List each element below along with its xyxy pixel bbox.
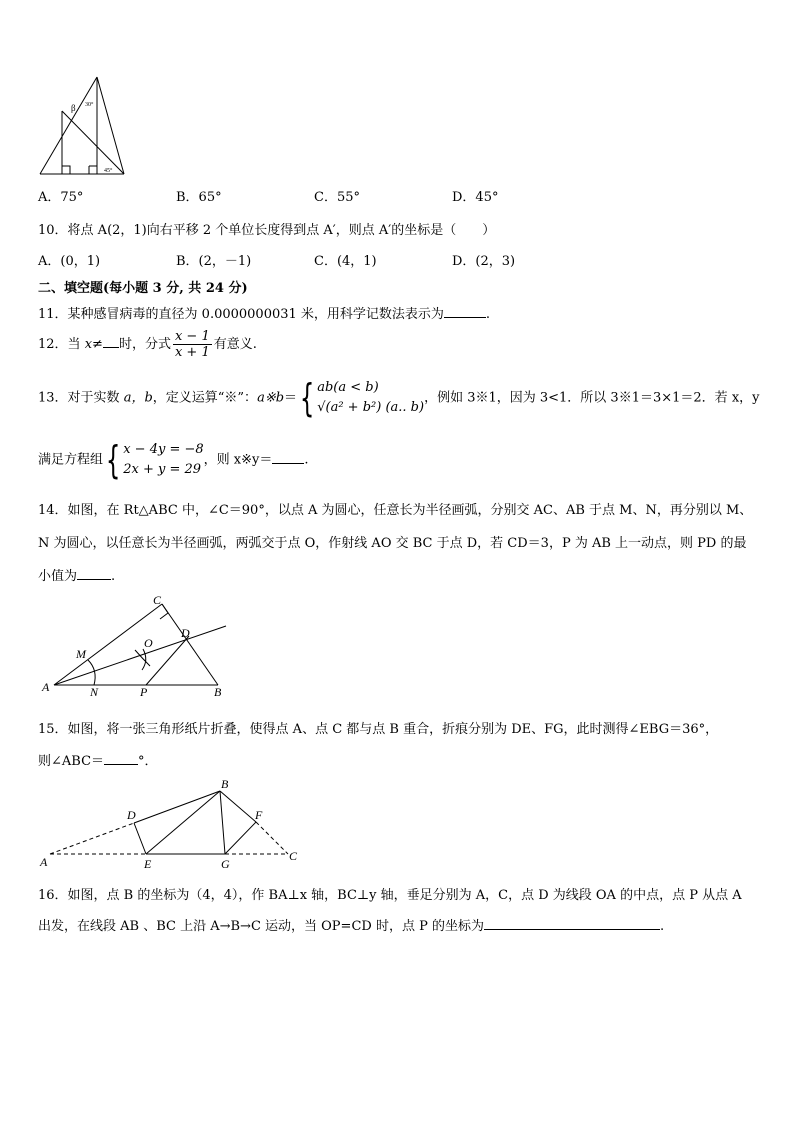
q16-line1: 16．如图，点 B 的坐标为（4，4），作 BA⊥x 轴，BC⊥y 轴，垂足分别为 A，C，点 D 为线段 OA 的中点，点 P 从点 A [38,888,742,903]
q13-lhs: a※b [257,390,285,406]
q15-label-e: E [144,857,152,871]
q12-question [38,327,257,363]
q10-option-a[interactable]: A．(0，1) [38,254,101,269]
q13-answer-blank[interactable] [272,451,304,464]
q16-line2 [38,915,664,934]
q12-post: 有意义. [213,337,257,352]
q15-line2-post: °． [138,754,158,769]
q14-label-c: C [153,593,162,607]
q13-def: ，定义运算“※”： [152,390,258,406]
q11-answer-blank[interactable] [444,305,486,318]
q13-system [123,440,203,480]
q12-neq: ≠ [92,337,103,352]
q15-line2 [38,750,158,769]
q14-label-a: A [42,680,50,694]
q11-text: 11．某种感冒病毒的直径为 0.0000000031 米，用科学记数法表示为 [38,307,444,322]
q14-answer-blank[interactable] [77,567,111,580]
q13-brace: { [299,376,315,420]
q15-label-a: A [40,855,48,869]
q14-line1: 14．如图，在 Rt△ABC 中，∠C＝90°，以点 A 为圆心，任意长为半径画弧，分别交 AC、AB 于点 M、N，再分别以 M、 [38,503,753,518]
q13-system-brace: { [105,438,121,482]
q15-line1: 15．如图，将一张三角形纸片折叠，使得点 A、点 C 都与点 B 重合，折痕分别为 DE、FG，此时测得∠EBG＝36°， [38,722,719,737]
q14-label-o: O [144,636,153,650]
q13-line2-post: ，则 x※y＝ [203,452,273,468]
q13-after: ，例如 3※1，因为 3<1．所以 3※1＝3×1＝2．若 x，y [424,390,760,406]
q9-beta-label: β [71,103,76,113]
q16-line2-text: 出发，在线段 AB 、BC 上沿 A→B→C 运动，当 OP=CD 时，点 P 的坐标为 [38,919,484,934]
q10-option-c[interactable]: C．(4，1) [314,254,377,269]
q15-label-g: G [221,857,230,871]
q13-case1: ab(a < b) [317,380,379,395]
q12-fraction [173,329,212,360]
q12-answer-blank[interactable] [103,335,119,348]
q13-cases [317,378,424,418]
q13-end: . [304,452,309,468]
q12-mid: 时，分式 [118,337,171,352]
q14-end: . [111,569,116,584]
q15-answer-blank[interactable] [104,752,138,765]
q9-triangle-figure [38,75,128,177]
q12-pre: 12．当 [38,337,85,352]
q16-answer-blank[interactable] [484,917,660,930]
q13-ab: a，b [123,390,153,406]
section-heading: 二、填空题(每小题 3 分, 共 24 分) [38,281,248,296]
q15-fold-figure [38,776,310,872]
q14-label-p: P [140,685,148,699]
q9-30deg-label: 30° [85,102,94,108]
q13-eq1: x − 4y = −8 [123,442,204,457]
q9-option-c[interactable]: C．55° [314,190,360,205]
q10-option-d[interactable]: D．(2，3) [452,254,516,269]
q13-eq: ＝ [284,390,298,406]
q14-line2: N 为圆心，以任意长为半径画弧，两弧交于点 O，作射线 AO 交 BC 于点 D，若 CD＝3，P 为 AB 上一动点，则 PD 的最 [38,536,747,551]
q15-line2-pre: 则∠ABC＝ [38,754,105,769]
q14-label-b: B [214,685,222,699]
q14-label-d: D [181,626,190,640]
q12-numerator: x − 1 [174,329,210,344]
q13-case2: √(a² + b²) (a.. b) [317,400,425,415]
q15-label-d: D [127,808,136,822]
q15-label-c: C [289,849,298,863]
q10-option-b[interactable]: B．(2，－1) [176,254,252,269]
q9-45deg-label: 45° [104,168,113,174]
q14-triangle-figure [38,592,230,700]
q14-line3 [38,565,115,584]
q15-label-f: F [255,808,263,822]
q9-option-a[interactable]: A．75° [38,190,84,205]
q11-end: . [485,307,491,322]
q9-option-b[interactable]: B．65° [176,190,222,205]
q14-label-m: M [76,647,86,661]
q13-line2 [38,437,308,484]
q11-question [38,303,490,322]
q14-label-n: N [90,685,99,699]
q13-line1 [38,375,760,422]
q13-line2-pre: 满足方程组 [38,452,104,468]
q12-denominator: x + 1 [174,345,210,360]
q14-line3-text: 小值为 [38,569,78,584]
q13-pre: 13．对于实数 [38,390,124,406]
q13-eq2: 2x + y = 29 [123,462,202,477]
q10-question: 10．将点 A(2，1)向右平移 2 个单位长度得到点 A′，则点 A′的坐标是（ ） [38,223,496,238]
q9-option-d[interactable]: D．45° [452,190,499,205]
q15-label-b: B [221,777,229,791]
q16-end: . [659,919,665,934]
q12-var: x [84,337,93,352]
